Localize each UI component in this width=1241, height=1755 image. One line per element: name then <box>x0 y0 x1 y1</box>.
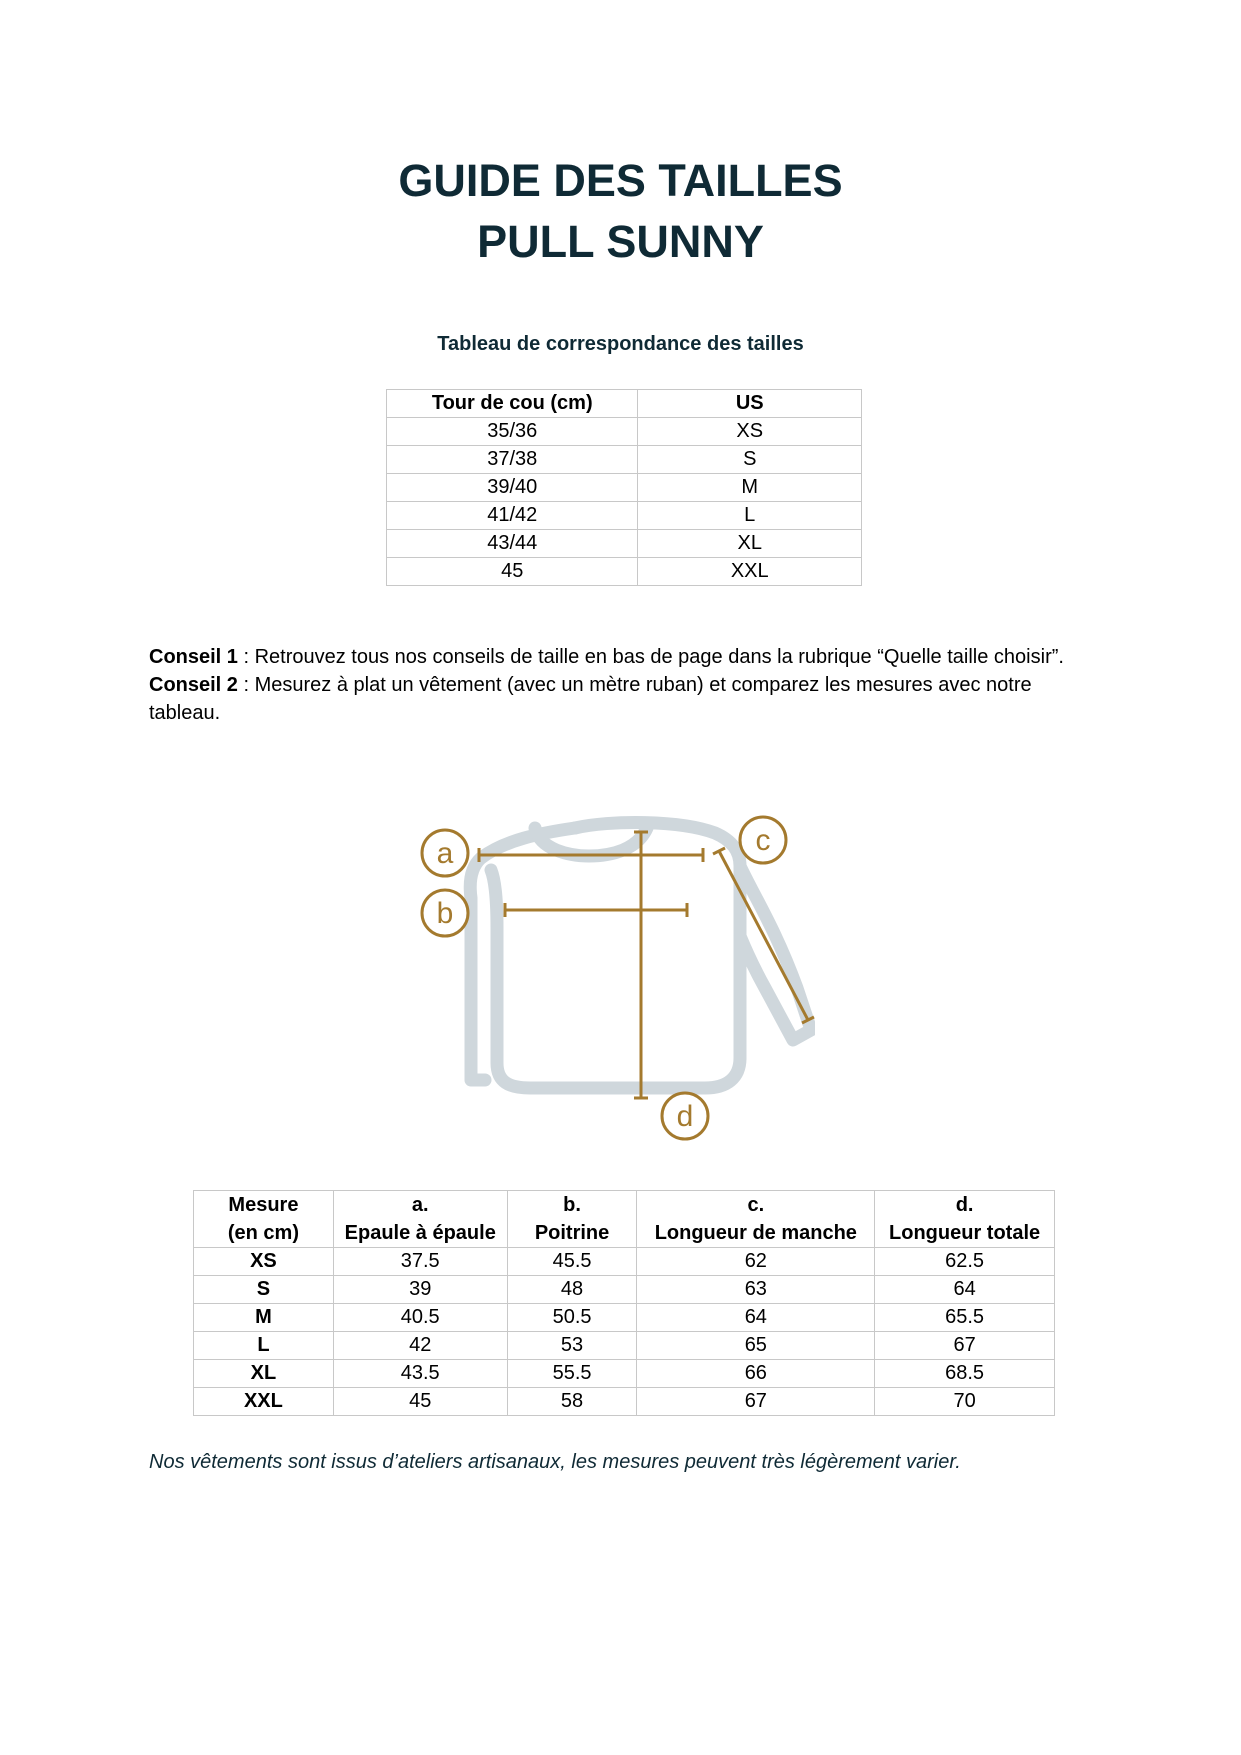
header-line: b. <box>563 1194 581 1216</box>
table-cell: 63 <box>637 1276 875 1304</box>
table-row <box>387 558 862 586</box>
header-line: c. <box>747 1194 765 1216</box>
table-cell: 43/44 <box>387 530 638 558</box>
header-line: Longueur de manche <box>654 1222 857 1244</box>
table-cell: 43.5 <box>333 1360 507 1388</box>
table-cell: 39 <box>333 1276 507 1304</box>
table-cell: 53 <box>507 1332 637 1360</box>
footnote: Nos vêtements sont issus d’ateliers artisanaux, les mesures peuvent très légèrement varier. <box>149 1451 961 1473</box>
table-row <box>194 1360 1055 1388</box>
column-header <box>507 1191 637 1248</box>
header-line: Epaule à épaule <box>344 1222 496 1244</box>
table-subtitle: Tableau de correspondance des tailles <box>437 333 804 355</box>
label-b-marker <box>422 890 468 936</box>
label-c: c <box>755 824 771 857</box>
table-cell: 45 <box>387 558 638 586</box>
table-cell: S <box>638 446 862 474</box>
table-cell: 41/42 <box>387 502 638 530</box>
table-header-row <box>194 1191 1055 1248</box>
table-cell: M <box>638 474 862 502</box>
label-c-marker <box>740 817 786 863</box>
label-a: a <box>436 837 454 870</box>
table-row <box>387 418 862 446</box>
column-header: Tour de cou (cm) <box>387 390 638 418</box>
table-row <box>194 1248 1055 1276</box>
advice-label: Conseil 2 <box>149 674 238 696</box>
table-cell: 48 <box>507 1276 637 1304</box>
table-cell: 66 <box>637 1360 875 1388</box>
table-cell: 70 <box>875 1388 1055 1416</box>
title-line-1: GUIDE DES TAILLES <box>398 155 843 206</box>
table-header-row <box>387 390 862 418</box>
table-cell: XS <box>638 418 862 446</box>
advice-2 <box>149 671 1089 727</box>
table-cell: 37/38 <box>387 446 638 474</box>
label-d-marker <box>662 1093 708 1139</box>
column-header <box>333 1191 507 1248</box>
advice-text: Retrouvez tous nos conseils de taille en bas de page dans la rubrique “Quelle taille choisir”. <box>254 646 1064 668</box>
column-header <box>194 1191 334 1248</box>
advice-separator: : <box>237 674 255 696</box>
table-cell: 67 <box>875 1332 1055 1360</box>
label-b: b <box>436 897 454 930</box>
column-header: US <box>638 390 862 418</box>
table-row <box>387 502 862 530</box>
size-cell: M <box>194 1304 334 1332</box>
column-header <box>875 1191 1055 1248</box>
table-cell: 40.5 <box>333 1304 507 1332</box>
size-cell: XL <box>194 1360 334 1388</box>
table-cell: 45 <box>333 1388 507 1416</box>
table-cell: 65 <box>637 1332 875 1360</box>
table-cell: 64 <box>637 1304 875 1332</box>
table-cell: 50.5 <box>507 1304 637 1332</box>
title-line-2: PULL SUNNY <box>477 216 764 267</box>
table-row <box>194 1388 1055 1416</box>
column-header <box>637 1191 875 1248</box>
table-cell: 67 <box>637 1388 875 1416</box>
table-cell: 35/36 <box>387 418 638 446</box>
table-cell: L <box>638 502 862 530</box>
table-cell: 55.5 <box>507 1360 637 1388</box>
table-cell: XL <box>638 530 862 558</box>
advice-section <box>149 643 1089 727</box>
size-correspondence-table <box>386 389 862 586</box>
table-cell: 62.5 <box>875 1248 1055 1276</box>
table-cell: 64 <box>875 1276 1055 1304</box>
advice-separator: : <box>237 646 255 668</box>
table-cell: 37.5 <box>333 1248 507 1276</box>
table-row <box>387 530 862 558</box>
table-row <box>387 474 862 502</box>
header-line: d. <box>955 1194 974 1216</box>
table-row <box>194 1332 1055 1360</box>
size-cell: XS <box>194 1248 334 1276</box>
measurement-table <box>193 1190 1055 1416</box>
table-cell: 58 <box>507 1388 637 1416</box>
advice-text: Mesurez à plat un vêtement (avec un mètre ruban) et comparez les mesures avec notre tableau. <box>149 674 1032 724</box>
size-cell: XXL <box>194 1388 334 1416</box>
sweater-measurement-diagram <box>415 808 815 1148</box>
table-row <box>387 446 862 474</box>
table-cell: 68.5 <box>875 1360 1055 1388</box>
advice-label: Conseil 1 <box>149 646 238 668</box>
page-title <box>0 150 1241 272</box>
size-cell: S <box>194 1276 334 1304</box>
header-line: Mesure <box>228 1194 299 1216</box>
header-line: Poitrine <box>534 1222 610 1244</box>
label-a-marker <box>422 830 468 876</box>
table-cell: 39/40 <box>387 474 638 502</box>
table-row <box>194 1276 1055 1304</box>
label-d: d <box>676 1100 694 1133</box>
header-line: (en cm) <box>227 1222 299 1244</box>
table-cell: 62 <box>637 1248 875 1276</box>
size-cell: L <box>194 1332 334 1360</box>
advice-1 <box>149 643 1089 671</box>
table-cell: 42 <box>333 1332 507 1360</box>
header-line: a. <box>411 1194 429 1216</box>
table-cell: 45.5 <box>507 1248 637 1276</box>
table-row <box>194 1304 1055 1332</box>
table-cell: XXL <box>638 558 862 586</box>
table-cell: 65.5 <box>875 1304 1055 1332</box>
header-line: Longueur totale <box>889 1222 1041 1244</box>
measurement-lines <box>479 832 814 1098</box>
